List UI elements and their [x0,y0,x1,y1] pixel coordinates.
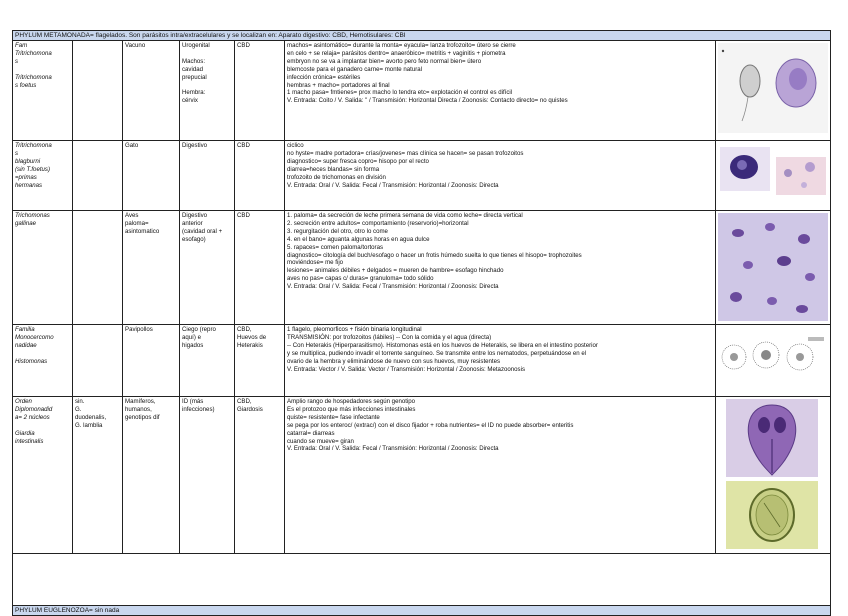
phylum-metamonada-header: PHYLUM METAMONADA= flagelados. Son parásitos intra/extracelulares y se localizan en: Aparato digestivo: CBD, Hemotisulares: CBI [13,31,831,41]
cell-line: Ciego (repro [182,326,216,333]
cell-line: diarrea=heces blandas= sin forma [287,165,380,173]
cell-line: humanos, [125,405,152,413]
cell-line: gallinae [15,219,37,227]
cell-line: nadidae [15,341,37,349]
cell-line: Trichomonas [15,212,50,219]
cell-line: trofozoito de trichomonas en división [287,173,386,181]
cell-line: CBD [237,212,250,219]
cell-line: aves no pas= capas c/ duras= granuloma= todo sólido [287,275,434,283]
parasite-table [12,30,831,616]
cell-line: Tritrichomona [15,73,52,81]
cell-line: ovario de la hembra y eliminándose de nuevo con sus huevos, muy resistentes [287,357,501,365]
cell-line: CBD [237,42,250,49]
host-cell [123,397,180,554]
image-cell [716,141,831,211]
phylum-euglenozoa-header: PHYLUM EUGLENOZOA= sin nada [13,606,831,616]
cell-line: Amplio rango de hospedadores según genotipo [287,398,416,405]
location-cell [180,211,235,325]
location-cell [180,397,235,554]
table-row [13,397,831,554]
cell-line: quiste= resistente= fase infectante [287,413,380,421]
image-cell [716,397,831,554]
cell-line: no hyste= madre portadora= crías/jovenes= mas clínica se hacen= se pasan trofozoitos [287,149,524,157]
cell-line [182,50,232,58]
cell-line: cuando se mueve= giran [287,437,354,445]
host-cell [123,211,180,325]
location-cell [180,141,235,211]
cell-line [182,82,232,90]
empty-area [13,554,831,606]
description-cell [285,211,716,325]
group-cell [235,325,285,397]
cell-line: Hembra: [182,89,206,97]
cell-line: prepucial [182,73,207,81]
cell-line: esofago) [182,235,206,243]
cell-line: anterior [182,219,203,227]
cell-line: Monocercomo [15,333,54,341]
cell-line: Digestivo [182,212,208,219]
cell-line: infección crónica= estériles [287,73,361,81]
cell-line: V. Entrada: Oral / V. Salida: Fecal / Transmisión: Horizontal / Zoonosis: Directa [287,181,499,189]
name-cell [13,41,73,141]
cell-line: 1. paloma= da secreción de leche primera semana de vida como leche= directa vertical [287,212,523,219]
cell-line: Mamíferos, [125,398,156,405]
cell-line: y se multiplica, pudiendo invadir el torrente sanguíneo. Se transmite entre los nematodos, perpetuándose en el [287,349,587,357]
table-row [13,141,831,211]
cell-line: Giardia [15,429,35,437]
cell-line: ciclico [287,142,304,149]
cell-line [15,66,70,74]
cell-line: 2. secreción entre adultos= comportamiento (reservorio)=horizontal [287,219,469,227]
cell-line: 1 flagelo, pleomorficos + fisión binaria longitudinal [287,326,422,333]
cell-line: s [15,57,19,65]
cell-line: s foetus [15,81,37,89]
table-row [13,325,831,397]
name-cell [13,141,73,211]
cell-line: machos= asintomático= durante la monta= eyacula= lanza trofozoito= útero se cierre [287,42,516,49]
image-cell [716,41,831,141]
cell-line: CBD, [237,398,252,405]
host-cell [123,325,180,397]
cell-line: asintomatico [125,227,160,235]
cell-line: embryon no se va a implantar bien= avorto pero feto normal bien= útero [287,57,482,65]
cell-line: Tritrichomona [15,142,52,149]
cell-line: V. Entrada: Oral / V. Salida: Fecal / Transmisión: Horizontal / Zoonosis: Directa [287,445,499,453]
cell-line: genotipos dif [125,413,160,421]
cell-line: Histomonas [15,357,48,365]
group-cell [235,41,285,141]
sub-cell [73,325,123,397]
trichomonas-gallinae-micrograph [718,213,828,321]
cell-line: s [15,149,19,157]
cell-line: Tritrichomona [15,49,52,57]
group-cell [235,141,285,211]
cell-line: Vacuno [125,42,146,49]
sub-cell [73,141,123,211]
cell-line: CBD [237,142,250,149]
description-cell [285,325,716,397]
cell-line: 3. regurgitación del otro, otro lo come [287,227,388,235]
cell-line: sin. [75,398,85,405]
sub-cell [73,211,123,325]
cell-line: diagnostico= super fresca copro= hisopo por el recto [287,157,429,165]
giardia-cyst-micrograph [726,481,818,549]
trichomonas-cat-micrograph [718,143,828,209]
cell-line: 5. rapaces= comen paloma/tortoras [287,243,384,251]
image-cell [716,211,831,325]
cell-line: infecciones) [182,405,215,413]
cell-line: (sin T.foetus) [15,165,50,173]
name-cell [13,211,73,325]
location-cell [180,41,235,141]
host-cell [123,141,180,211]
cell-line: hermanas [15,181,43,189]
cell-line: se pega por los enteroc/ (extrac/) con el disco fijador + roba nutrientes= el ID no puede absorber= enteritis [287,421,574,429]
cell-line: hembras + macho= portadores al final [287,81,390,89]
group-cell [235,397,285,554]
cell-line: 1 macho pasa= fmtienes= prox macho lo tendra etc= explotación el control es difícil [287,89,513,97]
cell-line: en celo + se relaja= parásitos dentro= anaeróbico= metritis + vaginitis + piometra [287,49,506,57]
group-cell [235,211,285,325]
cell-line [15,350,70,358]
cell-line: Fam [15,42,28,49]
name-cell [13,325,73,397]
table-row [13,41,831,141]
trichomonas-micrograph [718,43,828,133]
cell-line: Urogenital [182,42,210,49]
cell-line: Pavipollos [125,326,153,333]
cell-line: moviéndose= me fijo [287,259,344,267]
cell-line: blemcoste para el ganadero carne= monte natural [287,65,422,73]
histomonas-drawing [718,335,828,375]
sub-cell [73,397,123,554]
cell-line: duodenalis, [75,413,107,421]
cell-line: Machos: [182,57,206,65]
cell-line: =primas [15,173,37,181]
cell-line: Diplomonadid [15,405,53,413]
cell-line [15,422,70,430]
table-row-empty [13,554,831,606]
cell-line: CBD, [237,326,252,333]
cell-line: ID (más [182,398,204,405]
description-cell [285,397,716,554]
cell-line: Gato [125,142,139,149]
cell-line: Digestivo [182,142,208,149]
cell-line: cavidad [182,65,204,73]
cell-line: Huevos de [237,333,267,341]
giardia-trophozoite-micrograph [726,399,818,477]
description-cell [285,141,716,211]
cell-line: 4. en el bano= aguanta algunas horas en agua dulce [287,235,430,243]
table-row [13,211,831,325]
description-cell [285,41,716,141]
cell-line: higados [182,341,204,349]
cell-line: V. Entrada: Oral / V. Salida: Fecal / Transmisión: Horizontal / Zoonosis: Directa [287,283,499,291]
cell-line: aquí) e [182,333,201,341]
cell-line: Heterakis [237,341,263,349]
cell-line: Familia [15,326,35,333]
cell-line: a= 2 núcleos [15,413,50,421]
cell-line: lesiones= animales débiles + delgados = mueren de hambre= esofago hinchado [287,267,504,275]
cell-line: G. lamblia [75,421,103,429]
cell-line: TRANSMISIÓN: por trofozoitos (lábiles) -- Con la comida y el agua (directa) [287,333,492,341]
cell-line: blagburni [15,157,41,165]
cell-line: diagnostico= citología del buch/esofago o hacer un frotis húmedo suelta lo que tienes el hisopo= trophozoites [287,251,582,259]
cell-line: V. Entrada: Coito / V. Salida: " / Transmisión: Horizontal Directa / Zoonosis: Contacto directo= no quistes [287,97,568,105]
location-cell [180,325,235,397]
cell-line: -- Con Heterakis (Hiperparasitismo). Histomonas está en los huevos de Heterakis, se libera en el intestino posterior [287,341,598,349]
cell-line: Orden [15,398,32,405]
cell-line: V. Entrada: Vector / V. Salida: Vector / Transmisión: Horizontal / Zoonosis: Metazoonosis [287,365,526,373]
sub-cell [73,41,123,141]
host-cell [123,41,180,141]
cell-line: (cavidad oral + [182,227,223,235]
cell-line: cérvix [182,97,198,105]
cell-line: catarral= diarreas [287,429,335,437]
image-cell [716,325,831,397]
cell-line: G. [75,405,82,413]
name-cell [13,397,73,554]
cell-line: Giardosis [237,405,263,413]
cell-line: Aves [125,212,139,219]
cell-line: Es el protozoo que más infecciones intestinales [287,405,416,413]
cell-line: paloma= [125,219,149,227]
cell-line: intestinalis [15,437,44,445]
